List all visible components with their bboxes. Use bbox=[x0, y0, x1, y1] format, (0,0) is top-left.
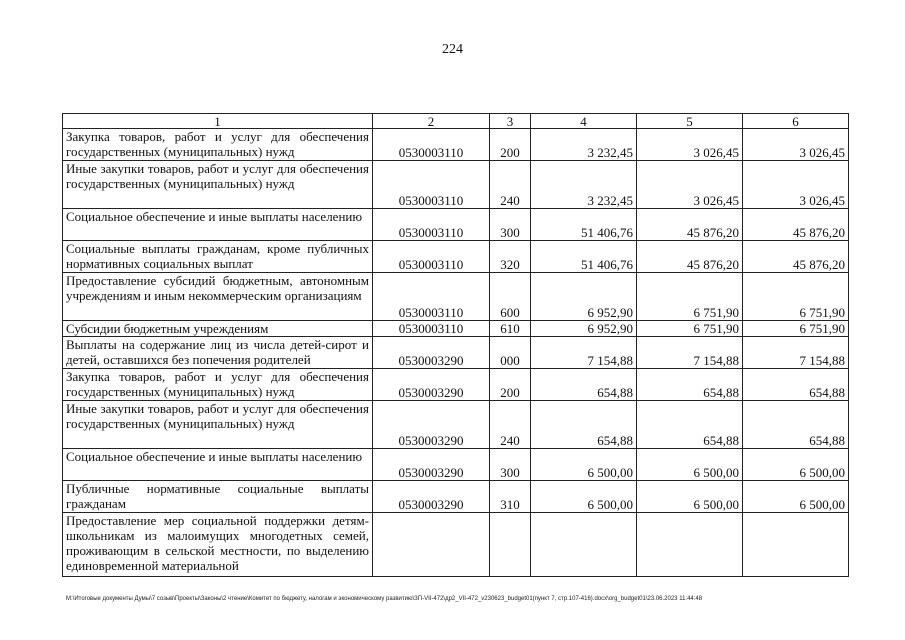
row-value-1: 654,88 bbox=[531, 369, 637, 401]
row-vr: 610 bbox=[490, 321, 531, 337]
row-value-3: 6 751,90 bbox=[743, 321, 849, 337]
table-row bbox=[63, 241, 849, 273]
row-value-1: 51 406,76 bbox=[531, 241, 637, 273]
row-value-1: 6 952,90 bbox=[531, 273, 637, 321]
row-value-3: 45 876,20 bbox=[743, 209, 849, 241]
row-name: Закупка товаров, работ и услуг для обеспечения государственных (муниципальных) нужд bbox=[63, 369, 373, 401]
header-cell: 1 bbox=[63, 114, 373, 129]
row-value-3: 6 751,90 bbox=[743, 273, 849, 321]
header-cell: 5 bbox=[637, 114, 743, 129]
row-value-2: 45 876,20 bbox=[637, 241, 743, 273]
row-value-2: 7 154,88 bbox=[637, 337, 743, 369]
row-vr: 200 bbox=[490, 369, 531, 401]
row-name: Иные закупки товаров, работ и услуг для обеспечения государственных (муниципальных) нужд bbox=[63, 161, 373, 209]
row-value-2: 654,88 bbox=[637, 401, 743, 449]
row-name: Социальное обеспечение и иные выплаты населению bbox=[63, 449, 373, 481]
row-value-2: 3 026,45 bbox=[637, 161, 743, 209]
budget-table bbox=[62, 113, 849, 577]
row-name: Закупка товаров, работ и услуг для обеспечения государственных (муниципальных) нужд bbox=[63, 129, 373, 161]
row-value-1: 6 952,90 bbox=[531, 321, 637, 337]
header-cell: 3 bbox=[490, 114, 531, 129]
row-csr: 0530003290 bbox=[373, 449, 490, 481]
row-vr: 310 bbox=[490, 481, 531, 513]
row-name: Предоставление субсидий бюджетным, автономным учреждениям и иным некоммерческим организациям bbox=[63, 273, 373, 321]
row-value-2: 6 751,90 bbox=[637, 273, 743, 321]
row-value-3: 654,88 bbox=[743, 369, 849, 401]
row-vr: 600 bbox=[490, 273, 531, 321]
row-value-2: 6 751,90 bbox=[637, 321, 743, 337]
row-csr: 0530003110 bbox=[373, 129, 490, 161]
table-row bbox=[63, 369, 849, 401]
row-value-2 bbox=[637, 513, 743, 577]
row-value-1: 7 154,88 bbox=[531, 337, 637, 369]
page-number: 224 bbox=[442, 42, 463, 57]
row-value-2: 6 500,00 bbox=[637, 449, 743, 481]
file-path-footer: M:\Итоговые документы Думы\7 созыв\Проекты\Законы\2 чтение\Комитет по бюджету, налогам и экономическому развитию\ЗП-VII-472\др2_VII-472_v230623_budget01(пункт 7, стр.107-416).docx\org_budget01\23.06.2023 11:44:48 bbox=[66, 596, 703, 602]
table-row bbox=[63, 273, 849, 321]
row-vr: 200 bbox=[490, 129, 531, 161]
table-row bbox=[63, 401, 849, 449]
row-value-3: 3 026,45 bbox=[743, 161, 849, 209]
row-vr: 300 bbox=[490, 209, 531, 241]
table-row bbox=[63, 321, 849, 337]
row-name: Социальное обеспечение и иные выплаты населению bbox=[63, 209, 373, 241]
row-csr: 0530003110 bbox=[373, 273, 490, 321]
header-cell: 6 bbox=[743, 114, 849, 129]
header-cell: 4 bbox=[531, 114, 637, 129]
row-csr: 0530003110 bbox=[373, 161, 490, 209]
table-row bbox=[63, 209, 849, 241]
row-csr bbox=[373, 513, 490, 577]
row-name: Субсидии бюджетным учреждениям bbox=[63, 321, 373, 337]
row-value-1 bbox=[531, 513, 637, 577]
row-vr: 240 bbox=[490, 161, 531, 209]
row-value-2: 6 500,00 bbox=[637, 481, 743, 513]
row-value-2: 3 026,45 bbox=[637, 129, 743, 161]
header-cell: 2 bbox=[373, 114, 490, 129]
table-row bbox=[63, 337, 849, 369]
row-value-1: 6 500,00 bbox=[531, 481, 637, 513]
row-value-1: 3 232,45 bbox=[531, 161, 637, 209]
row-value-1: 3 232,45 bbox=[531, 129, 637, 161]
row-name: Выплаты на содержание лиц из числа детей-сирот и детей, оставшихся без попечения родителей bbox=[63, 337, 373, 369]
row-csr: 0530003110 bbox=[373, 241, 490, 273]
table-row bbox=[63, 129, 849, 161]
row-value-1: 51 406,76 bbox=[531, 209, 637, 241]
row-name: Публичные нормативные социальные выплаты гражданам bbox=[63, 481, 373, 513]
row-vr: 300 bbox=[490, 449, 531, 481]
row-value-1: 654,88 bbox=[531, 401, 637, 449]
row-name: Предоставление мер социальной поддержки детям-школьникам из малоимущих многодетных семей, проживающим в сельской местности, по выделению единовременной материальной bbox=[63, 513, 373, 577]
row-csr: 0530003290 bbox=[373, 401, 490, 449]
row-vr: 320 bbox=[490, 241, 531, 273]
row-value-3: 3 026,45 bbox=[743, 129, 849, 161]
row-csr: 0530003290 bbox=[373, 481, 490, 513]
row-vr: 000 bbox=[490, 337, 531, 369]
row-value-3: 45 876,20 bbox=[743, 241, 849, 273]
row-value-3 bbox=[743, 513, 849, 577]
table-header-row bbox=[63, 114, 849, 129]
row-value-3: 6 500,00 bbox=[743, 481, 849, 513]
row-vr: 240 bbox=[490, 401, 531, 449]
row-value-1: 6 500,00 bbox=[531, 449, 637, 481]
row-value-3: 7 154,88 bbox=[743, 337, 849, 369]
row-value-3: 6 500,00 bbox=[743, 449, 849, 481]
row-csr: 0530003290 bbox=[373, 337, 490, 369]
row-name: Иные закупки товаров, работ и услуг для обеспечения государственных (муниципальных) нужд bbox=[63, 401, 373, 449]
row-name: Социальные выплаты гражданам, кроме публичных нормативных социальных выплат bbox=[63, 241, 373, 273]
table-row bbox=[63, 481, 849, 513]
row-vr bbox=[490, 513, 531, 577]
table-row bbox=[63, 161, 849, 209]
row-value-2: 654,88 bbox=[637, 369, 743, 401]
row-value-2: 45 876,20 bbox=[637, 209, 743, 241]
row-csr: 0530003290 bbox=[373, 369, 490, 401]
table-row bbox=[63, 513, 849, 577]
row-value-3: 654,88 bbox=[743, 401, 849, 449]
row-csr: 0530003110 bbox=[373, 209, 490, 241]
row-csr: 0530003110 bbox=[373, 321, 490, 337]
table-row bbox=[63, 449, 849, 481]
